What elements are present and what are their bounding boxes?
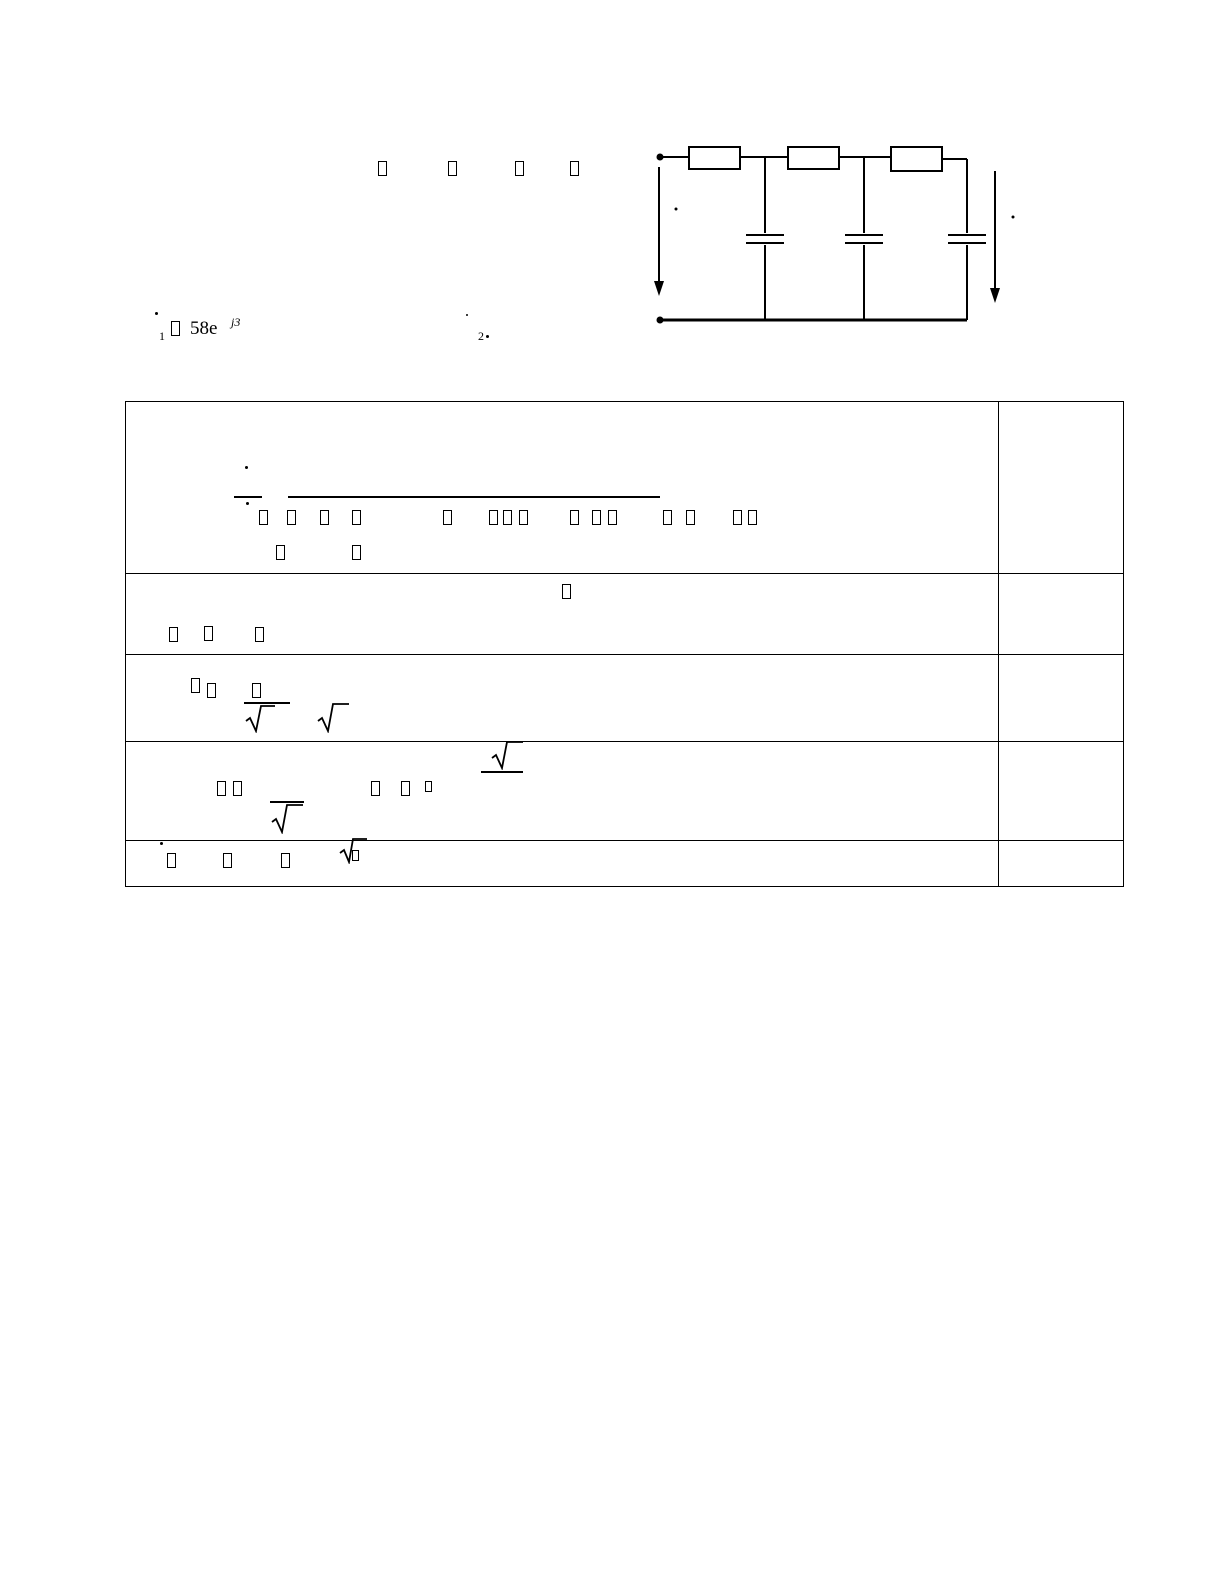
phasor-dot	[245, 466, 248, 469]
phasor-dot	[675, 208, 678, 211]
glyph-box	[562, 584, 571, 599]
circuit-diagram	[640, 135, 1040, 335]
fraction-bar	[234, 496, 262, 498]
output-arrowhead	[990, 288, 1000, 303]
glyph-box	[489, 510, 498, 525]
row-divider	[125, 654, 1124, 655]
glyph-box	[171, 321, 180, 336]
resistor-1	[689, 147, 740, 169]
glyph-box	[169, 627, 178, 642]
subscript-2: 2	[478, 329, 484, 343]
glyph-box	[443, 510, 452, 525]
glyph-box	[223, 853, 232, 868]
glyph-box	[233, 781, 242, 796]
fraction-bar	[481, 771, 523, 773]
glyph-box	[276, 545, 285, 560]
resistor-2	[788, 147, 839, 169]
glyph-box	[352, 545, 361, 560]
sqrt-icon	[270, 802, 304, 834]
expression-exponent: j3	[231, 315, 241, 329]
glyph-box	[217, 781, 226, 796]
expression-number: 58e	[190, 318, 218, 339]
phasor-dot	[1012, 216, 1015, 219]
glyph-box	[515, 161, 524, 176]
input-arrowhead	[654, 281, 664, 296]
phasor-dot	[466, 314, 468, 316]
glyph-box	[503, 510, 512, 525]
glyph-box	[733, 510, 742, 525]
glyph-box	[686, 510, 695, 525]
sqrt-icon	[244, 703, 276, 733]
glyph-box	[252, 683, 261, 698]
row-divider	[125, 840, 1124, 841]
row-divider	[125, 741, 1124, 742]
terminal-node	[657, 154, 664, 161]
resistor-3	[891, 147, 942, 171]
phasor-dot	[246, 502, 249, 505]
glyph-box	[608, 510, 617, 525]
terminal-node	[657, 317, 664, 324]
glyph-box	[663, 510, 672, 525]
glyph-box	[570, 161, 579, 176]
subscript-1: 1	[159, 329, 165, 343]
glyph-box	[320, 510, 329, 525]
glyph-box	[401, 781, 410, 796]
glyph-box	[519, 510, 528, 525]
glyph-box	[570, 510, 579, 525]
glyph-box	[352, 510, 361, 525]
glyph-box	[448, 161, 457, 176]
phasor-dot	[155, 312, 158, 315]
glyph-box	[748, 510, 757, 525]
glyph-box	[378, 161, 387, 176]
period-dot	[486, 335, 489, 338]
glyph-box	[167, 853, 176, 868]
glyph-box	[287, 510, 296, 525]
glyph-box	[255, 627, 264, 642]
glyph-box	[425, 781, 432, 792]
fraction-bar	[288, 496, 660, 498]
glyph-box	[371, 781, 380, 796]
glyph-box	[191, 678, 200, 693]
glyph-box	[281, 853, 290, 868]
glyph-box	[207, 683, 216, 698]
sqrt-icon	[490, 740, 524, 770]
phasor-dot	[160, 842, 163, 845]
sqrt-icon	[316, 701, 350, 733]
glyph-box	[352, 850, 359, 861]
glyph-box	[592, 510, 601, 525]
glyph-box	[204, 626, 213, 641]
glyph-box	[259, 510, 268, 525]
score-column-divider	[998, 401, 999, 887]
row-divider	[125, 573, 1124, 574]
